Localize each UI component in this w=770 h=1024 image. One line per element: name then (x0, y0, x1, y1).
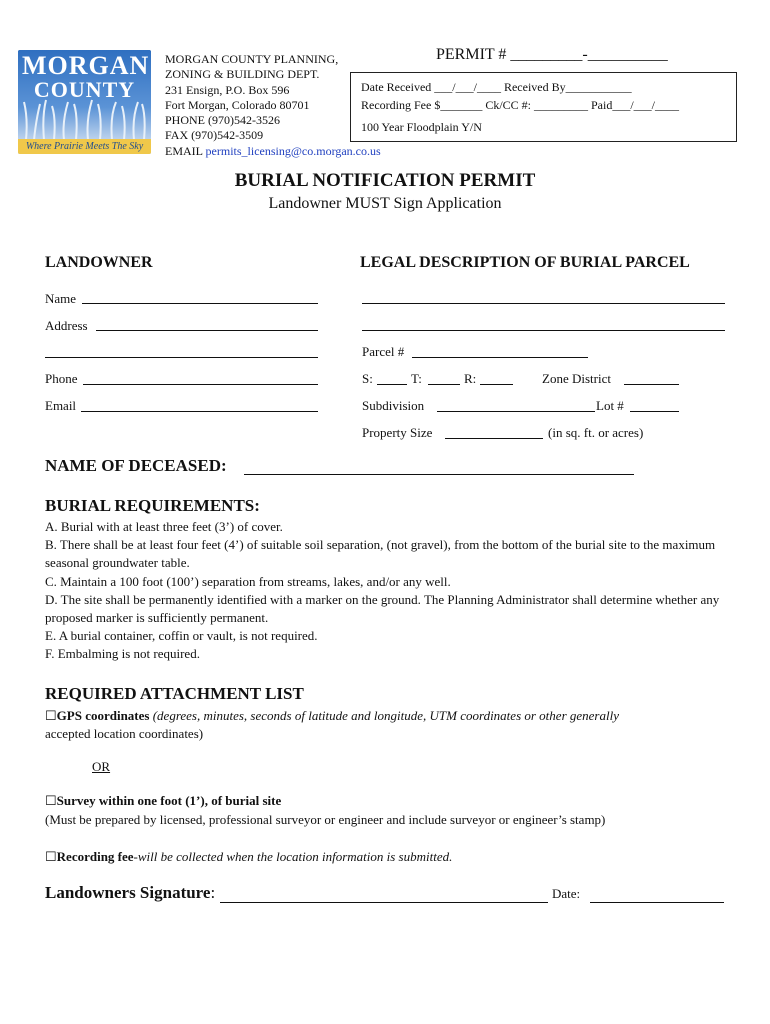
phone-field[interactable] (83, 384, 318, 385)
signature-field[interactable] (220, 902, 548, 903)
prairie-grass-graphic (18, 98, 151, 140)
phone-label: Phone (45, 371, 78, 386)
signature-label-row (45, 883, 215, 903)
address-field[interactable] (96, 330, 318, 331)
recording-fee-row (45, 849, 452, 865)
subdivision-field[interactable] (437, 411, 595, 412)
email-field-label: Email (45, 398, 77, 413)
zone-district-label: Zone District (542, 371, 611, 386)
logo-word-county: COUNTY (33, 77, 136, 102)
lot-label: Lot # (596, 398, 624, 413)
signature-label: Landowners Signature (45, 883, 211, 902)
recording-fee-description: -will be collected when the location information is submitted. (133, 849, 453, 864)
address-field-line-2[interactable] (45, 357, 318, 358)
dept-line: PHONE (970)542-3526 (165, 113, 280, 128)
recording-fee-line: Recording Fee $_______ Ck/CC #: _________ Paid___/___/____ (361, 98, 679, 112)
dept-line: FAX (970)542-3509 (165, 128, 264, 143)
email-link[interactable]: permits_licensing@co.morgan.co.us (205, 143, 381, 158)
deceased-label: NAME OF DECEASED: (45, 456, 227, 475)
survey-checkbox[interactable]: ☐ (45, 793, 57, 808)
legal-description-heading: LEGAL DESCRIPTION OF BURIAL PARCEL (360, 254, 690, 271)
floodplain-line: 100 Year Floodplain Y/N (361, 120, 482, 134)
dept-line: 231 Ensign, P.O. Box 596 (165, 82, 290, 97)
dept-line: ZONING & BUILDING DEPT. (165, 67, 320, 82)
legal-description-line-2[interactable] (362, 330, 725, 331)
email-field[interactable] (81, 411, 318, 412)
survey-row (45, 793, 281, 809)
zone-district-field[interactable] (624, 384, 679, 385)
survey-description: (Must be prepared by licensed, professional surveyor or engineer and include surveyor or engineer’s stamp) (45, 812, 606, 827)
gps-label: GPS coordinates (56, 708, 150, 723)
dept-line: MORGAN COUNTY PLANNING, (165, 52, 339, 66)
or-separator: OR (92, 759, 111, 774)
lot-field[interactable] (630, 411, 679, 412)
date-label: Date: (552, 886, 581, 901)
permit-number: PERMIT # _________-__________ (436, 46, 668, 63)
gps-description-continued: accepted location coordinates) (45, 726, 204, 741)
township-field[interactable] (428, 384, 460, 385)
gps-checkbox[interactable]: ☐ (45, 708, 57, 723)
office-use-box (350, 72, 737, 142)
recording-fee-checkbox[interactable]: ☐ (45, 849, 57, 864)
range-field[interactable] (480, 384, 513, 385)
requirement-item: B. There shall be at least four feet (4’) of suitable soil separation, (not gravel), from the bottom of the burial site to the maximum seasonal groundwater table. (45, 537, 716, 571)
email-label: EMAIL (165, 143, 203, 158)
requirement-item: D. The site shall be permanently identified with a marker on the ground. The Planning Administrator shall determine whether any proposed marker is sufficiently permanent. (45, 591, 720, 626)
date-field[interactable] (590, 902, 724, 903)
gps-row (45, 708, 619, 724)
landowner-heading: LANDOWNER (45, 254, 153, 271)
section-field[interactable] (377, 384, 407, 385)
survey-label: Survey within one foot (1’), of burial site (56, 793, 282, 808)
property-size-field[interactable] (445, 438, 543, 439)
name-field[interactable] (82, 303, 318, 304)
dept-email-row (165, 144, 381, 159)
date-received-line: Date Received ___/___/____ Received By___________ (361, 80, 632, 94)
address-label: Address (45, 318, 88, 333)
subdivision-label: Subdivision (362, 398, 425, 413)
township-label: T: (411, 371, 422, 386)
property-size-label: Property Size (362, 425, 433, 440)
deceased-name-field[interactable] (244, 474, 634, 475)
form-title: BURIAL NOTIFICATION PERMIT (234, 170, 536, 191)
requirements-list (45, 518, 735, 664)
logo-word-morgan: MORGAN (22, 51, 150, 80)
department-contact-block (165, 52, 381, 159)
form-subtitle: Landowner MUST Sign Application (268, 195, 502, 212)
requirement-item: F. Embalming is not required. (45, 646, 200, 662)
range-label: R: (464, 371, 477, 386)
section-label: S: (362, 371, 373, 386)
parcel-field[interactable] (412, 357, 588, 358)
recording-fee-label: Recording fee (56, 849, 134, 864)
attachments-heading: REQUIRED ATTACHMENT LIST (45, 684, 304, 703)
name-label: Name (45, 291, 77, 306)
requirement-item: A. Burial with at least three feet (3’) of cover. (45, 519, 283, 534)
signature-colon: : (210, 883, 216, 902)
property-size-units: (in sq. ft. or acres) (548, 425, 644, 440)
requirements-heading: BURIAL REQUIREMENTS: (45, 496, 260, 515)
logo-tagline: Where Prairie Meets The Sky (18, 139, 151, 154)
county-logo (18, 50, 151, 154)
requirement-item: E. A burial container, coffin or vault, is not required. (45, 628, 318, 644)
parcel-label: Parcel # (362, 344, 405, 359)
legal-description-line-1[interactable] (362, 303, 725, 304)
gps-description: (degrees, minutes, seconds of latitude and longitude, UTM coordinates or other generally (152, 708, 619, 723)
requirement-item: C. Maintain a 100 foot (100’) separation from streams, lakes, and/or any well. (45, 573, 451, 589)
dept-line: Fort Morgan, Colorado 80701 (165, 97, 310, 112)
